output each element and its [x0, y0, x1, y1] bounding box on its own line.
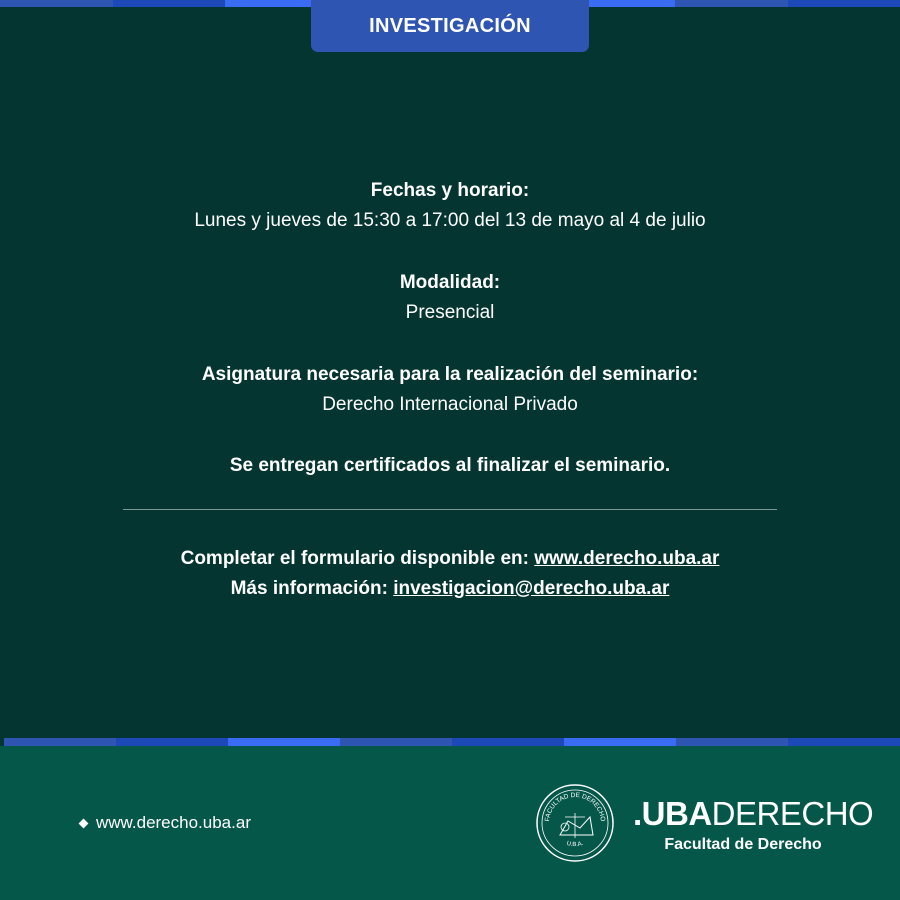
contact-block [0, 544, 900, 604]
info-label: Más información: [230, 578, 388, 599]
diamond-icon [79, 818, 89, 828]
form-label: Completar el formulario disponible en: [180, 548, 529, 569]
dates-label: Fechas y horario: [370, 180, 530, 201]
bottom-stripe [4, 738, 900, 746]
dates-block [0, 178, 900, 234]
brand-uba: .UBA [633, 795, 712, 832]
modality-value: Presencial [405, 302, 495, 323]
modality-block [0, 270, 900, 326]
divider [123, 509, 777, 510]
svg-text:U.B.A. [566, 841, 585, 848]
faculty-seal-icon [535, 783, 615, 863]
seal-text-bottom: U.B.A. [565, 840, 585, 849]
dates-value: Lunes y jueves de 15:30 a 17:00 del 13 de mayo al 4 de julio [194, 210, 706, 231]
uba-derecho-logo [633, 794, 874, 854]
footer-url[interactable] [80, 813, 251, 833]
subject-label: Asignatura necesaria para la realización del seminario: [201, 364, 699, 385]
subject-value: Derecho Internacional Privado [322, 394, 578, 415]
subject-block [0, 362, 900, 418]
seal-text-top: FACULTAD DE DERECHO [544, 791, 607, 822]
brand-subtitle: Facultad de Derecho [664, 836, 822, 853]
certificates-note: Se entregan certificados al finalizar el seminario. [229, 455, 671, 476]
form-link[interactable]: www.derecho.uba.ar [534, 548, 720, 569]
footer-url-text: www.derecho.uba.ar [96, 813, 251, 832]
section-tag: INVESTIGACIÓN [311, 0, 589, 52]
modality-label: Modalidad: [399, 272, 501, 293]
email-link[interactable]: investigacion@derecho.uba.ar [393, 578, 670, 599]
brand-derecho: DERECHO [711, 795, 874, 832]
